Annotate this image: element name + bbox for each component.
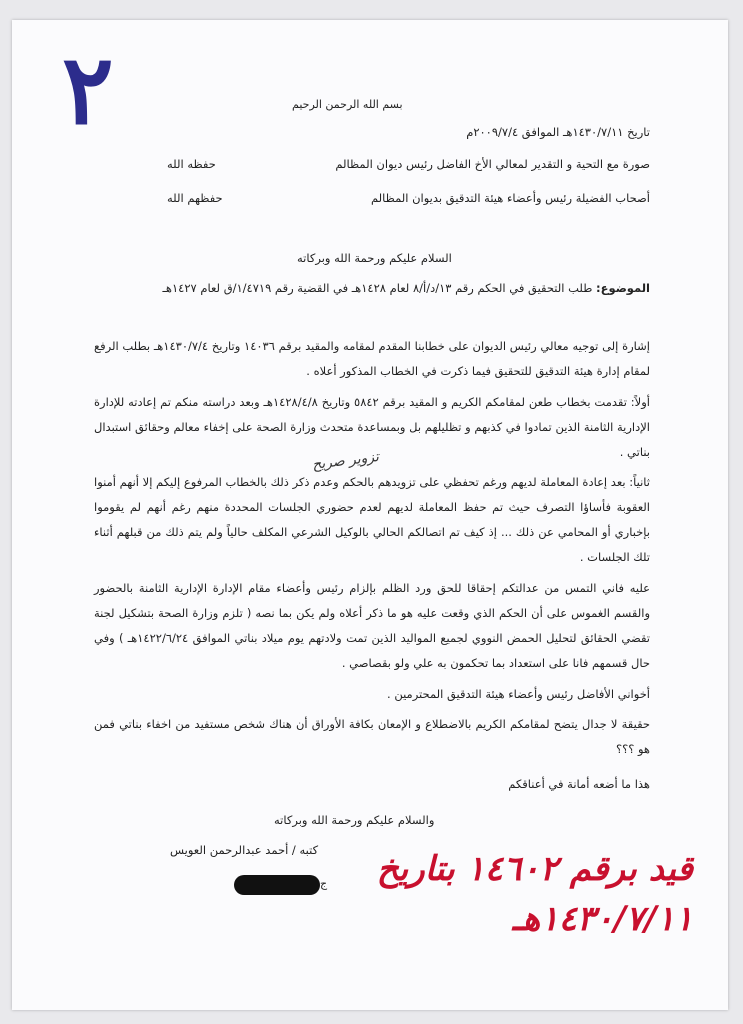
signature: كتبه / أحمد عبدالرحمن العويس <box>170 843 319 857</box>
page-number: ٢ <box>62 33 114 146</box>
paragraph-truth: حقيقة لا جدال يتضح لمقامكم الكريم بالاضطلاع و الإمعان بكافة الأوراق أن هناك شخص مستفيد من اخفاء بناتي فمن هو ؟؟؟ <box>94 717 650 756</box>
paragraph-first: أولاً: تقدمت بخطاب طعن لمقامكم الكريم و المقيد برقم ٥٨٤٢ وتاريخ ١٤٢٨/٤/٨هـ وبعد دراسته منكم تم إعادته للإدارة الإدارية الثامنة الذين تمادوا في كذبهم و تظليلهم بل وبمساعدة متحدث وزارة الصحة على إخفاء معالم وحقائق استبدال بناتي . <box>94 395 650 459</box>
paragraph-request: عليه فاني التمس من عدالتكم إحقاقا للحق ورد الظلم بإلزام رئيس وأعضاء مقام الإدارة الإدارية الثامنة بالحضور والقسم الغموس على أن الحكم الذي وقعت عليه هو ما ذكر أعلاه ولم يكن بما نصه ( تلزم وزارة الصحة بتشكيل لجنة تقضي الحقائق لتحليل الحمض النووي لجميع المواليد الذين تمت ولادتهم يوم ميلاد بناتي الموافق ١٤٢٢/٦/٢٤هـ ) وفي حال قسمهم فانا على استعداد بما تحكمون به علي ولو بقصاصي . <box>94 581 650 670</box>
subject <box>94 276 650 301</box>
letter-page <box>12 20 728 1010</box>
phone-label: ج <box>320 877 328 890</box>
recipients-line: أصحاب الفضيلة رئيس وأعضاء هيئة التدقيق بديوان المظالم <box>370 191 650 205</box>
recipients-honorific: حفظهم الله <box>167 191 223 205</box>
registration-stamp-line2: ١٤٣٠/٧/١١هـ <box>512 899 693 939</box>
redacted-phone-number <box>234 875 320 895</box>
paragraph-second: ثانياً: بعد إعادة المعاملة لديهم ورغم تحفظي على تزويدهم بالحكم وعدم ذكر ذلك بالخطاب المرفوع إليكم إلا أنهم أمنوا العقوبة فأساؤا التصرف حيث تم حفظ المعاملة لديهم لعدم حضوري الجلسات المحددة منهم رغم أنهم لم يقوموا بإخباري أو المحامي عن ذلك ... إذ كيف تم اتصالكم الحالي بالوكيل الشرعي المكلف حالياً ولم يتم ذلك من قبلهم أثناء تلك الجلسات . <box>94 475 650 564</box>
date-line: تاريخ ١٤٣٠/٧/١١هـ الموافق ٢٠٠٩/٧/٤م <box>466 125 650 139</box>
registration-stamp-line1: قيد برقم ١٤٦٠٢ بتاريخ <box>376 849 693 889</box>
closing-greeting: والسلام عليكم ورحمة الله وبركاته <box>274 813 435 827</box>
paragraph-reference: إشارة إلى توجيه معالي رئيس الديوان على خطابنا المقدم لمقامه والمقيد برقم ١٤٠٣٦ وتاريخ ١٤٣٠/٧/٤هـ بطلب الرفع لمقام إدارة هيئة التدقيق للتحقيق فيما ذكرت في الخطاب المذكور أعلاه . <box>94 339 651 378</box>
handwritten-note: تزوير صريح <box>311 448 380 474</box>
greeting: السلام عليكم ورحمة الله وبركاته <box>297 251 452 265</box>
paragraph-trust: هذا ما أضعه أمانة في أعناقكم <box>508 777 650 791</box>
basmala: بسم الله الرحمن الرحيم <box>292 98 403 111</box>
copy-honorific: حفظه الله <box>167 157 216 171</box>
subject-label: الموضوع: <box>596 281 650 295</box>
copy-line: صورة مع التحية و التقدير لمعالي الأخ الفاضل رئيس ديوان المظالم <box>335 157 650 171</box>
paragraph-brothers: أخواني الأفاضل رئيس وأعضاء هيئة التدقيق المحترمين . <box>387 687 650 701</box>
subject-text: طلب التحقيق في الحكم رقم ١٣/د/أ/٨ لعام ١٤٢٨هـ في القضية رقم ١/٤٧١٩/ق لعام ١٤٢٧هـ <box>162 281 593 295</box>
